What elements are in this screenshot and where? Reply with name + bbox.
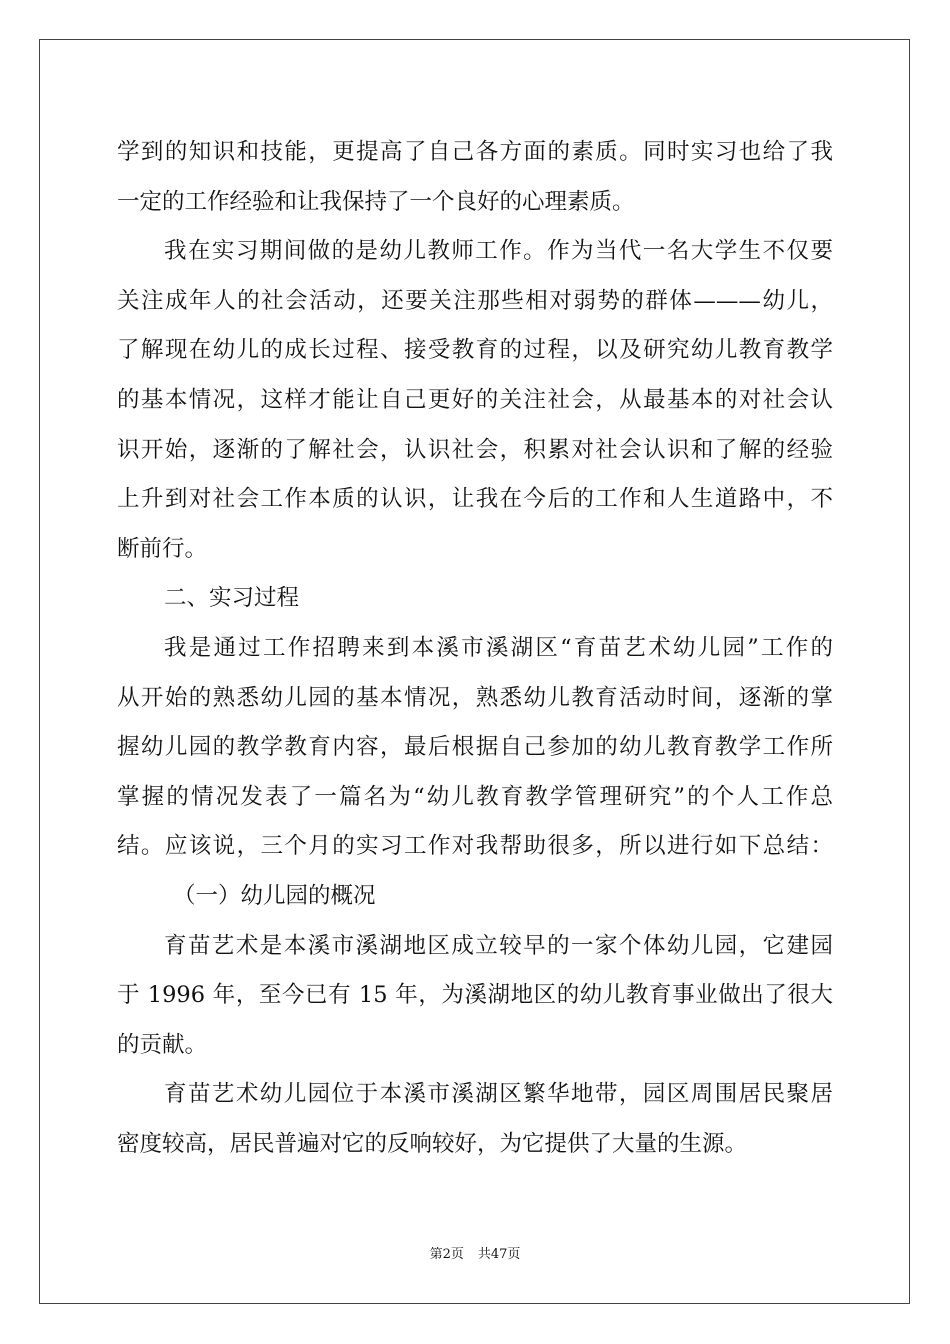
body-line: 的基本情况，这样才能让自己更好的关注社会，从最基本的对社会认 [117,386,833,413]
body-line: 我在实习期间做的是幼儿教师工作。作为当代一名大学生不仅要 [164,238,833,265]
document-body [117,128,833,1169]
body-line: 上升到对社会工作本质的认识，让我在今后的工作和人生道路中，不 [117,486,833,513]
body-line: 结。应该说，三个月的实习工作对我帮助很多，所以进行如下总结： [117,833,833,860]
section-heading: 二、实习过程 [164,585,300,612]
body-line: 握幼儿园的教学教育内容，最后根据自己参加的幼儿教育教学工作所 [117,734,833,761]
body-line: 从开始的熟悉幼儿园的基本情况，熟悉幼儿教育活动时间，逐渐的掌 [117,684,833,711]
body-line: 关注成年人的社会活动，还要关注那些相对弱势的群体———幼儿， [117,287,833,314]
body-line: 识开始，逐渐的了解社会，认识社会，积累对社会认识和了解的经验 [117,436,833,463]
body-line: 了解现在幼儿的成长过程、接受教育的过程，以及研究幼儿教育教学 [117,337,833,364]
body-line: 掌握的情况发表了一篇名为“幼儿教育教学管理研究”的个人工作总 [117,783,833,810]
body-line: 密度较高，居民普遍对它的反响较好，为它提供了大量的生源。 [117,1130,748,1157]
subsection-heading: （一）幼儿园的概况 [173,882,376,909]
page-total: 共47页 [477,1247,521,1262]
body-line: 学到的知识和技能，更提高了自己各方面的素质。同时实习也给了我 [117,139,833,165]
body-line: 断前行。 [117,535,208,562]
page-footer [0,1247,950,1263]
body-line: 一定的工作经验和让我保持了一个良好的心理素质。 [117,188,635,215]
page-number: 第2页 [429,1247,464,1262]
body-line: 育苗艺术幼儿园位于本溪市溪湖区繁华地带，园区周围居民聚居 [164,1081,833,1108]
body-line: 我是通过工作招聘来到本溪市溪湖区“育苗艺术幼儿园”工作的 [164,634,833,661]
body-line: 的贡献。 [117,1031,208,1058]
body-line: 于 1996 年，至今已有 15 年，为溪湖地区的幼儿教育事业做出了很大 [117,982,833,1009]
body-line: 育苗艺术是本溪市溪湖地区成立较早的一家个体幼儿园，它建园 [164,932,833,959]
